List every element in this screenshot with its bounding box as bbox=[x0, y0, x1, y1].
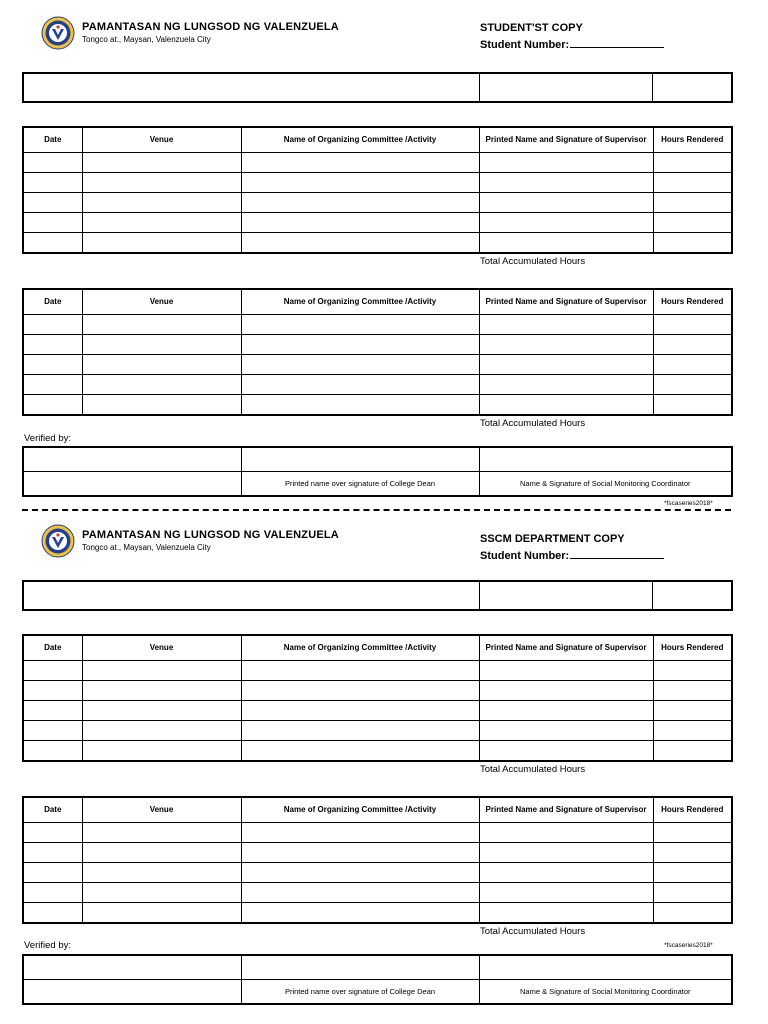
course-cell[interactable] bbox=[479, 73, 652, 102]
service-log-table bbox=[22, 796, 733, 924]
table-cell[interactable] bbox=[241, 233, 479, 254]
table-cell[interactable] bbox=[479, 903, 653, 924]
table-row bbox=[23, 661, 732, 681]
table-cell[interactable] bbox=[82, 395, 241, 416]
coordinator-label: Name & Signature of Social Monitoring Coordinator bbox=[479, 980, 732, 1005]
table-row bbox=[23, 355, 732, 375]
table-cell[interactable] bbox=[23, 721, 82, 741]
table-row bbox=[23, 193, 732, 213]
table-cell[interactable] bbox=[82, 173, 241, 193]
header-hours: Hours Rendered bbox=[653, 635, 732, 661]
table-cell[interactable] bbox=[653, 315, 732, 335]
table-cell[interactable] bbox=[23, 843, 82, 863]
table-cell[interactable] bbox=[479, 395, 653, 416]
header-activity: Name of Organizing Committee /Activity bbox=[241, 127, 479, 153]
verified-by-label: Verified by: bbox=[24, 433, 71, 444]
year-cell[interactable] bbox=[652, 73, 732, 102]
series-note: *fscaseries2018* bbox=[664, 942, 713, 949]
table-cell[interactable] bbox=[479, 153, 653, 173]
table-cell[interactable] bbox=[23, 741, 82, 762]
university-address: Tongco at., Maysan, Valenzuela City bbox=[82, 35, 211, 44]
student-copy-section bbox=[0, 0, 768, 507]
header-date: Date bbox=[23, 289, 82, 315]
table-cell[interactable] bbox=[241, 153, 479, 173]
table-cell[interactable] bbox=[479, 701, 653, 721]
header-date: Date bbox=[23, 797, 82, 823]
header-hours: Hours Rendered bbox=[653, 797, 732, 823]
table-cell[interactable] bbox=[23, 335, 82, 355]
table-cell[interactable] bbox=[241, 681, 479, 701]
header-venue: Venue bbox=[82, 289, 241, 315]
table-row bbox=[23, 863, 732, 883]
table-cell[interactable] bbox=[82, 355, 241, 375]
table-cell[interactable] bbox=[23, 315, 82, 335]
table-cell[interactable] bbox=[23, 395, 82, 416]
college-dean-label: Printed name over signature of College Dean bbox=[241, 980, 479, 1005]
table-header-row bbox=[23, 127, 732, 153]
header-venue: Venue bbox=[82, 127, 241, 153]
table-cell[interactable] bbox=[23, 701, 82, 721]
table-cell[interactable] bbox=[479, 173, 653, 193]
table-cell[interactable] bbox=[479, 721, 653, 741]
university-seal-logo bbox=[41, 16, 75, 50]
university-name: PAMANTASAN NG LUNGSOD NG VALENZUELA bbox=[82, 529, 339, 541]
table-cell[interactable] bbox=[241, 843, 479, 863]
copy-title: SSCM DEPARTMENT COPY bbox=[480, 533, 625, 545]
student-number-field[interactable] bbox=[480, 37, 664, 51]
copy-title: STUDENT'ST COPY bbox=[480, 22, 583, 34]
university-seal-logo bbox=[41, 524, 75, 558]
header-supervisor: Printed Name and Signature of Supervisor bbox=[479, 289, 653, 315]
table-row bbox=[23, 883, 732, 903]
table-cell[interactable] bbox=[241, 661, 479, 681]
signature-cell[interactable] bbox=[479, 447, 732, 472]
table-cell[interactable] bbox=[23, 681, 82, 701]
table-cell[interactable] bbox=[82, 721, 241, 741]
course-cell[interactable] bbox=[479, 581, 652, 610]
table-cell[interactable] bbox=[241, 701, 479, 721]
university-address: Tongco at., Maysan, Valenzuela City bbox=[82, 543, 211, 552]
table-row bbox=[23, 721, 732, 741]
table-row bbox=[23, 681, 732, 701]
table-cell[interactable] bbox=[653, 843, 732, 863]
header-supervisor: Printed Name and Signature of Supervisor bbox=[479, 797, 653, 823]
student-number-label: Student Number: bbox=[480, 39, 570, 51]
table-cell[interactable] bbox=[653, 153, 732, 173]
signature-cell[interactable] bbox=[479, 955, 732, 980]
signature-cell[interactable] bbox=[23, 472, 241, 497]
table-cell[interactable] bbox=[241, 193, 479, 213]
student-info-box bbox=[22, 580, 733, 611]
table-cell[interactable] bbox=[479, 661, 653, 681]
table-cell[interactable] bbox=[241, 173, 479, 193]
service-log-table bbox=[22, 288, 733, 416]
total-accumulated-hours-label: Total Accumulated Hours bbox=[480, 764, 586, 775]
table-cell[interactable] bbox=[479, 883, 653, 903]
table-cell[interactable] bbox=[479, 315, 653, 335]
header-hours: Hours Rendered bbox=[653, 127, 732, 153]
table-cell[interactable] bbox=[241, 315, 479, 335]
table-cell[interactable] bbox=[241, 335, 479, 355]
table-row bbox=[23, 153, 732, 173]
table-cell[interactable] bbox=[23, 355, 82, 375]
table-row bbox=[23, 843, 732, 863]
table-cell[interactable] bbox=[82, 843, 241, 863]
table-cell[interactable] bbox=[82, 903, 241, 924]
table-cell[interactable] bbox=[653, 721, 732, 741]
table-cell[interactable] bbox=[653, 661, 732, 681]
table-row bbox=[23, 701, 732, 721]
table-cell[interactable] bbox=[23, 173, 82, 193]
table-cell[interactable] bbox=[82, 701, 241, 721]
header-hours: Hours Rendered bbox=[653, 289, 732, 315]
table-cell[interactable] bbox=[82, 681, 241, 701]
table-cell[interactable] bbox=[82, 213, 241, 233]
table-cell[interactable] bbox=[479, 233, 653, 254]
table-cell[interactable] bbox=[23, 193, 82, 213]
header-activity: Name of Organizing Committee /Activity bbox=[241, 797, 479, 823]
table-row bbox=[23, 375, 732, 395]
table-cell[interactable] bbox=[23, 153, 82, 173]
table-row bbox=[23, 233, 732, 254]
table-cell[interactable] bbox=[241, 375, 479, 395]
service-log-table bbox=[22, 126, 733, 254]
series-note: *fscaseries2018* bbox=[664, 500, 713, 507]
table-cell[interactable] bbox=[653, 375, 732, 395]
student-number-blank[interactable] bbox=[570, 548, 664, 559]
table-cell[interactable] bbox=[653, 233, 732, 254]
header-date: Date bbox=[23, 127, 82, 153]
student-name-cell[interactable] bbox=[23, 581, 479, 610]
total-accumulated-hours-label: Total Accumulated Hours bbox=[480, 926, 586, 937]
signature-cell[interactable] bbox=[23, 955, 241, 980]
university-name: PAMANTASAN NG LUNGSOD NG VALENZUELA bbox=[82, 21, 339, 33]
total-accumulated-hours-label: Total Accumulated Hours bbox=[480, 256, 586, 267]
table-cell[interactable] bbox=[653, 395, 732, 416]
table-cell[interactable] bbox=[241, 903, 479, 924]
table-cell[interactable] bbox=[479, 681, 653, 701]
signature-cell[interactable] bbox=[241, 955, 479, 980]
header-date: Date bbox=[23, 635, 82, 661]
signature-cell[interactable] bbox=[23, 447, 241, 472]
table-cell[interactable] bbox=[82, 375, 241, 395]
table-cell[interactable] bbox=[23, 661, 82, 681]
table-cell[interactable] bbox=[479, 863, 653, 883]
table-cell[interactable] bbox=[23, 375, 82, 395]
table-cell[interactable] bbox=[241, 863, 479, 883]
table-cell[interactable] bbox=[479, 193, 653, 213]
table-cell[interactable] bbox=[241, 395, 479, 416]
table-cell[interactable] bbox=[82, 193, 241, 213]
student-number-blank[interactable] bbox=[570, 37, 664, 48]
table-cell[interactable] bbox=[479, 823, 653, 843]
verification-signature-table bbox=[22, 446, 733, 497]
table-cell[interactable] bbox=[23, 883, 82, 903]
table-cell[interactable] bbox=[23, 233, 82, 254]
table-cell[interactable] bbox=[653, 213, 732, 233]
department-copy-section bbox=[0, 508, 768, 1008]
table-cell[interactable] bbox=[23, 903, 82, 924]
table-cell[interactable] bbox=[241, 883, 479, 903]
college-dean-label: Printed name over signature of College Dean bbox=[241, 472, 479, 497]
table-row bbox=[23, 335, 732, 355]
table-cell[interactable] bbox=[479, 741, 653, 762]
table-row bbox=[23, 447, 732, 472]
table-row bbox=[23, 315, 732, 335]
year-cell[interactable] bbox=[652, 581, 732, 610]
table-cell[interactable] bbox=[653, 335, 732, 355]
table-cell[interactable] bbox=[241, 721, 479, 741]
header-activity: Name of Organizing Committee /Activity bbox=[241, 635, 479, 661]
student-number-field[interactable] bbox=[480, 548, 664, 562]
table-row bbox=[23, 741, 732, 762]
signature-cell[interactable] bbox=[241, 447, 479, 472]
table-cell[interactable] bbox=[82, 661, 241, 681]
table-cell[interactable] bbox=[82, 863, 241, 883]
table-cell[interactable] bbox=[479, 843, 653, 863]
service-log-table bbox=[22, 634, 733, 762]
table-cell[interactable] bbox=[241, 823, 479, 843]
table-cell[interactable] bbox=[653, 741, 732, 762]
table-cell[interactable] bbox=[82, 883, 241, 903]
student-info-box bbox=[22, 72, 733, 103]
table-cell[interactable] bbox=[82, 335, 241, 355]
table-cell[interactable] bbox=[653, 903, 732, 924]
table-cell[interactable] bbox=[653, 701, 732, 721]
signature-cell[interactable] bbox=[23, 980, 241, 1005]
verification-signature-table bbox=[22, 954, 733, 1005]
verified-by-label: Verified by: bbox=[24, 940, 71, 951]
table-row bbox=[23, 823, 732, 843]
table-cell[interactable] bbox=[653, 863, 732, 883]
table-cell[interactable] bbox=[82, 153, 241, 173]
table-cell[interactable] bbox=[479, 375, 653, 395]
table-row bbox=[23, 395, 732, 416]
table-cell[interactable] bbox=[653, 173, 732, 193]
header-supervisor: Printed Name and Signature of Supervisor bbox=[479, 127, 653, 153]
table-cell[interactable] bbox=[82, 233, 241, 254]
table-cell[interactable] bbox=[653, 355, 732, 375]
table-header-row bbox=[23, 289, 732, 315]
table-cell[interactable] bbox=[82, 741, 241, 762]
table-cell[interactable] bbox=[82, 315, 241, 335]
table-cell[interactable] bbox=[653, 883, 732, 903]
table-cell[interactable] bbox=[479, 355, 653, 375]
table-cell[interactable] bbox=[479, 213, 653, 233]
header-supervisor: Printed Name and Signature of Supervisor bbox=[479, 635, 653, 661]
table-cell[interactable] bbox=[23, 213, 82, 233]
table-cell[interactable] bbox=[23, 823, 82, 843]
table-cell[interactable] bbox=[653, 823, 732, 843]
table-row bbox=[23, 213, 732, 233]
table-cell[interactable] bbox=[653, 193, 732, 213]
table-cell[interactable] bbox=[241, 355, 479, 375]
header-activity: Name of Organizing Committee /Activity bbox=[241, 289, 479, 315]
header-venue: Venue bbox=[82, 797, 241, 823]
table-row bbox=[23, 903, 732, 924]
table-row bbox=[23, 173, 732, 193]
table-cell[interactable] bbox=[479, 335, 653, 355]
coordinator-label: Name & Signature of Social Monitoring Coordinator bbox=[479, 472, 732, 497]
table-row bbox=[23, 980, 732, 1005]
table-cell[interactable] bbox=[241, 741, 479, 762]
table-row bbox=[23, 472, 732, 497]
table-row bbox=[23, 955, 732, 980]
student-number-label: Student Number: bbox=[480, 550, 570, 562]
table-header-row bbox=[23, 635, 732, 661]
student-name-cell[interactable] bbox=[23, 73, 479, 102]
header-venue: Venue bbox=[82, 635, 241, 661]
table-cell[interactable] bbox=[241, 213, 479, 233]
total-accumulated-hours-label: Total Accumulated Hours bbox=[480, 418, 586, 429]
table-cell[interactable] bbox=[82, 823, 241, 843]
table-cell[interactable] bbox=[653, 681, 732, 701]
table-header-row bbox=[23, 797, 732, 823]
table-cell[interactable] bbox=[23, 863, 82, 883]
